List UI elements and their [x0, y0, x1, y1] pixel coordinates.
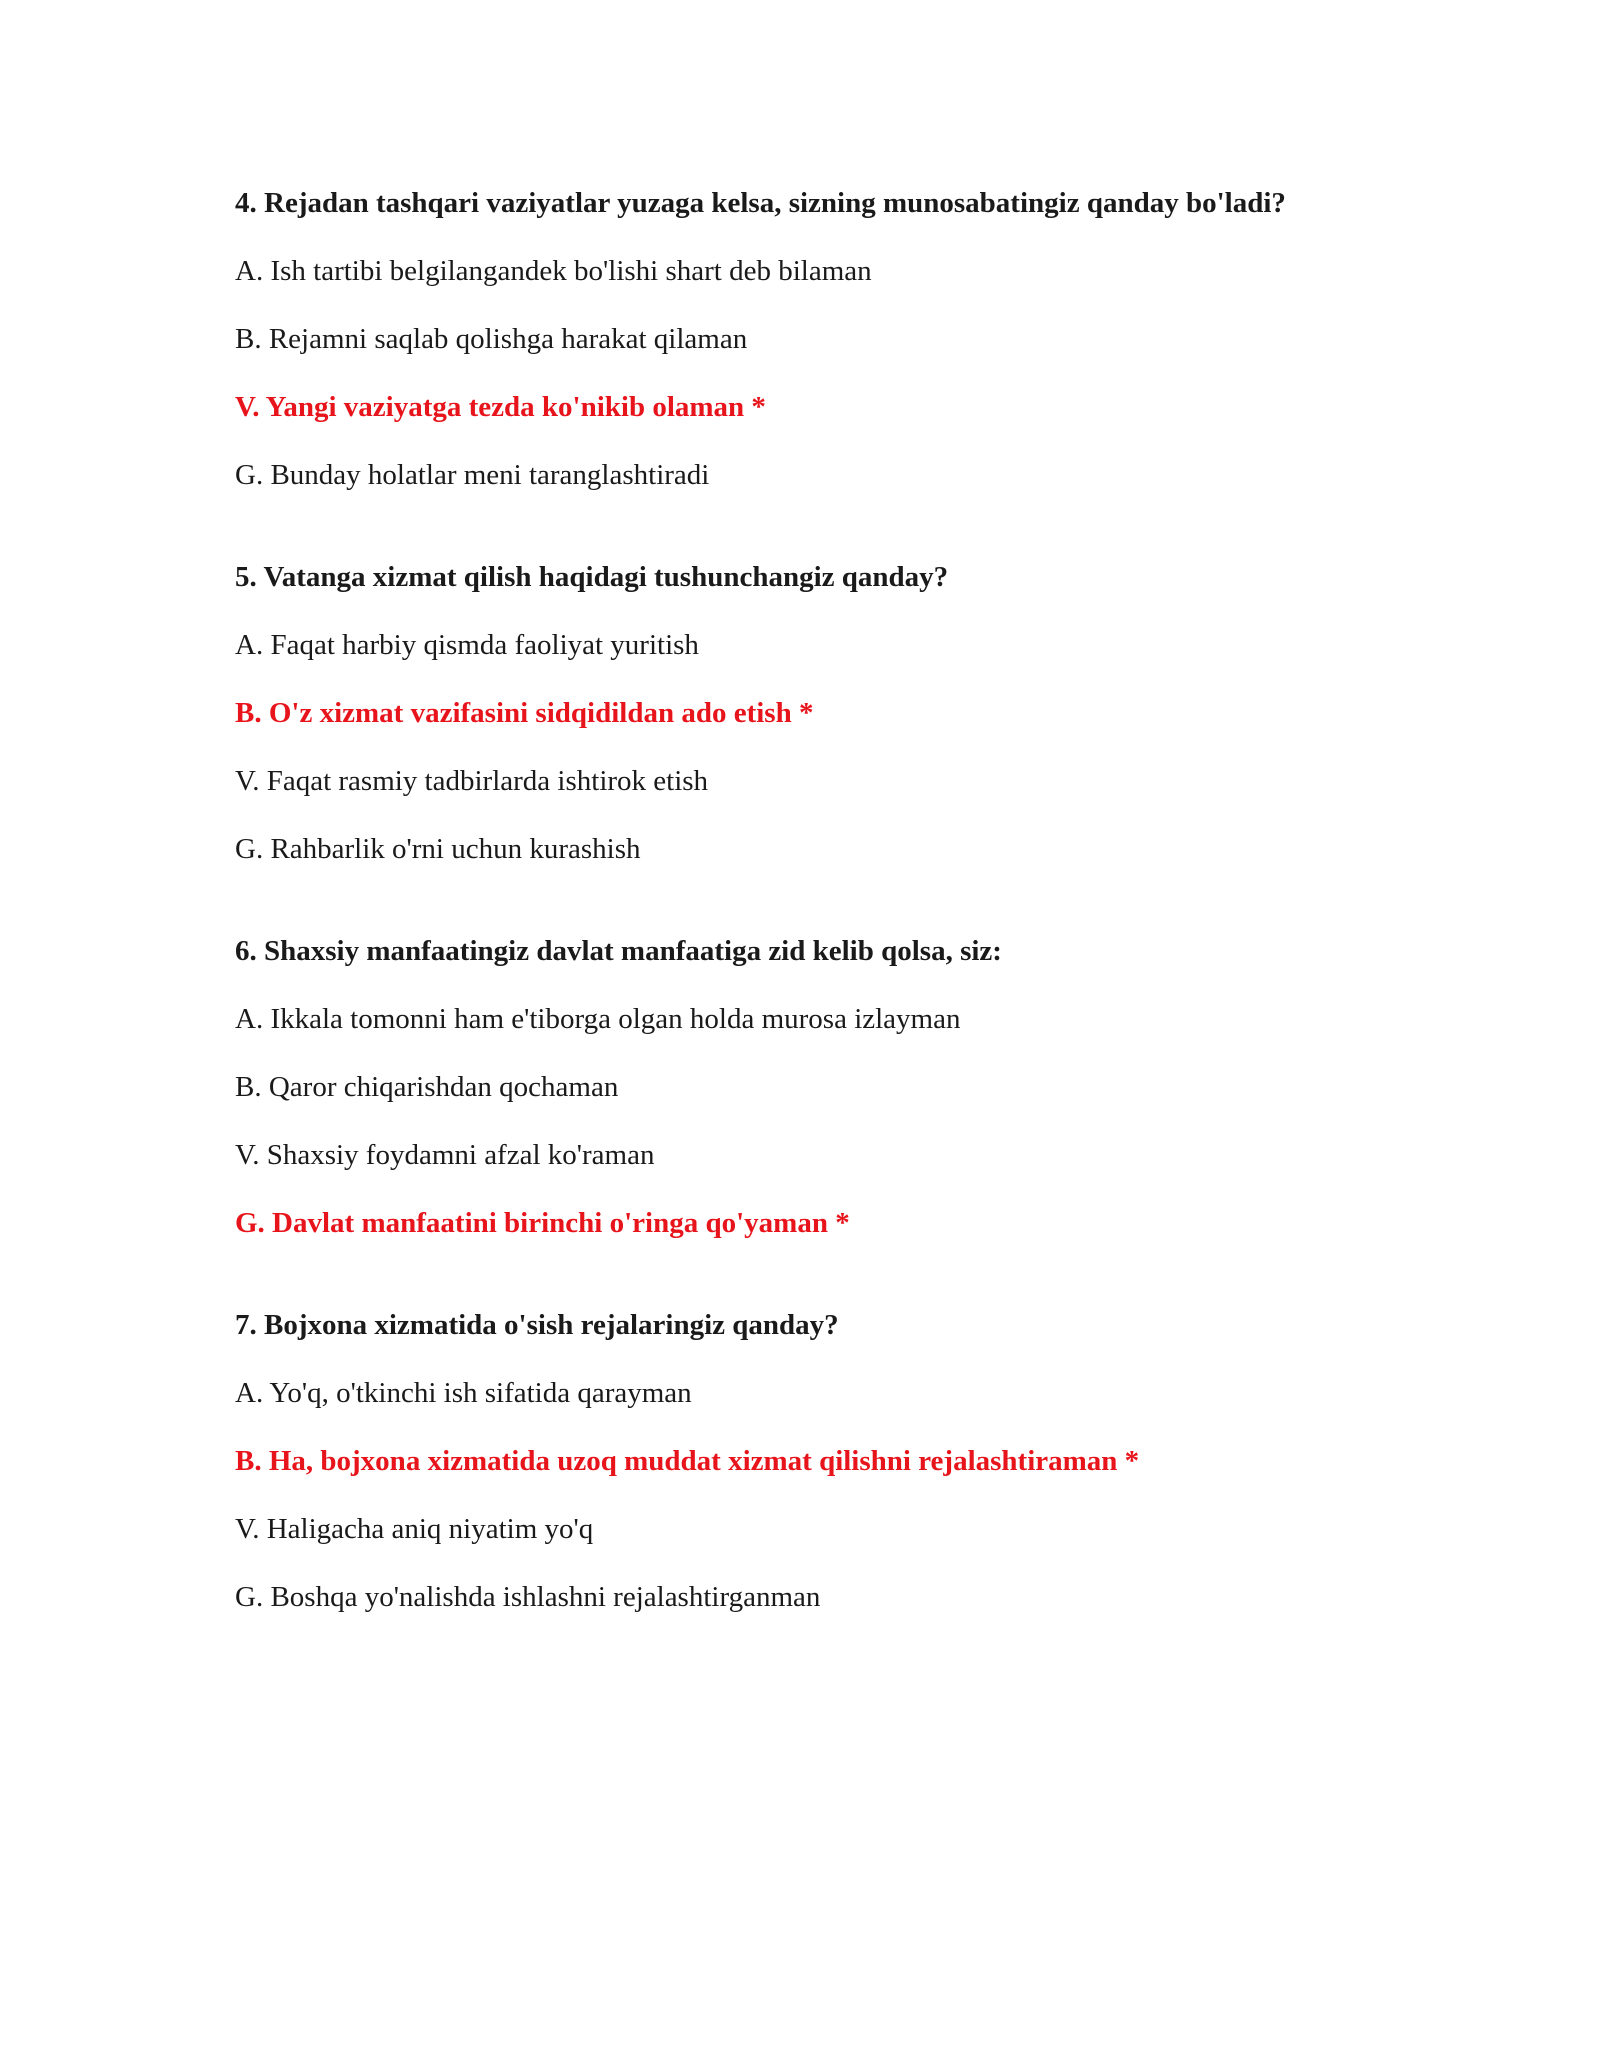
question-block-5 [235, 557, 1365, 869]
answer-option-a: A. Ikkala tomonni ham e'tiborga olgan holda murosa izlayman [235, 1003, 961, 1035]
answer-option-g-correct: G. Davlat manfaatini birinchi o'ringa qo'yaman * [235, 1207, 850, 1239]
answer-option-b: B. Qaror chiqarishdan qochaman [235, 1071, 619, 1103]
answer-option-a: A. Yo'q, o'tkinchi ish sifatida qarayman [235, 1377, 692, 1409]
answer-option-b: B. Rejamni saqlab qolishga harakat qilaman [235, 323, 748, 355]
question-text: 5. Vatanga xizmat qilish haqidagi tushunchangiz qanday? [235, 561, 949, 593]
answer-option-b-correct: B. O'z xizmat vazifasini sidqidildan ado etish * [235, 697, 814, 729]
answer-option-v-correct: V. Yangi vaziyatga tezda ko'nikib olaman * [235, 391, 766, 423]
quiz-content [235, 183, 1365, 1679]
question-block-7 [235, 1305, 1365, 1617]
question-text: 7. Bojxona xizmatida o'sish rejalaringiz qanday? [235, 1309, 839, 1341]
answer-option-a: A. Ish tartibi belgilangandek bo'lishi shart deb bilaman [235, 255, 872, 287]
answer-option-v: V. Shaxsiy foydamni afzal ko'raman [235, 1139, 655, 1171]
answer-options [235, 625, 1365, 869]
answer-option-v: V. Haligacha aniq niyatim yo'q [235, 1513, 594, 1545]
answer-option-v: V. Faqat rasmiy tadbirlarda ishtirok etish [235, 765, 709, 797]
answer-options [235, 1373, 1365, 1617]
question-block-6 [235, 931, 1365, 1243]
question-text: 6. Shaxsiy manfaatingiz davlat manfaatiga zid kelib qolsa, siz: [235, 935, 1002, 967]
answer-options [235, 999, 1365, 1243]
answer-option-a: A. Faqat harbiy qismda faoliyat yuritish [235, 629, 699, 661]
answer-option-g: G. Bunday holatlar meni taranglashtiradi [235, 459, 710, 491]
question-block-4 [235, 183, 1365, 495]
answer-option-g: G. Boshqa yo'nalishda ishlashni rejalashtirganman [235, 1581, 821, 1613]
answer-option-g: G. Rahbarlik o'rni uchun kurashish [235, 833, 641, 865]
answer-options [235, 251, 1365, 495]
answer-option-b-correct: B. Ha, bojxona xizmatida uzoq muddat xizmat qilishni rejalashtiraman * [235, 1445, 1140, 1477]
question-text: 4. Rejadan tashqari vaziyatlar yuzaga kelsa, sizning munosabatingiz qanday bo'ladi? [235, 187, 1286, 219]
